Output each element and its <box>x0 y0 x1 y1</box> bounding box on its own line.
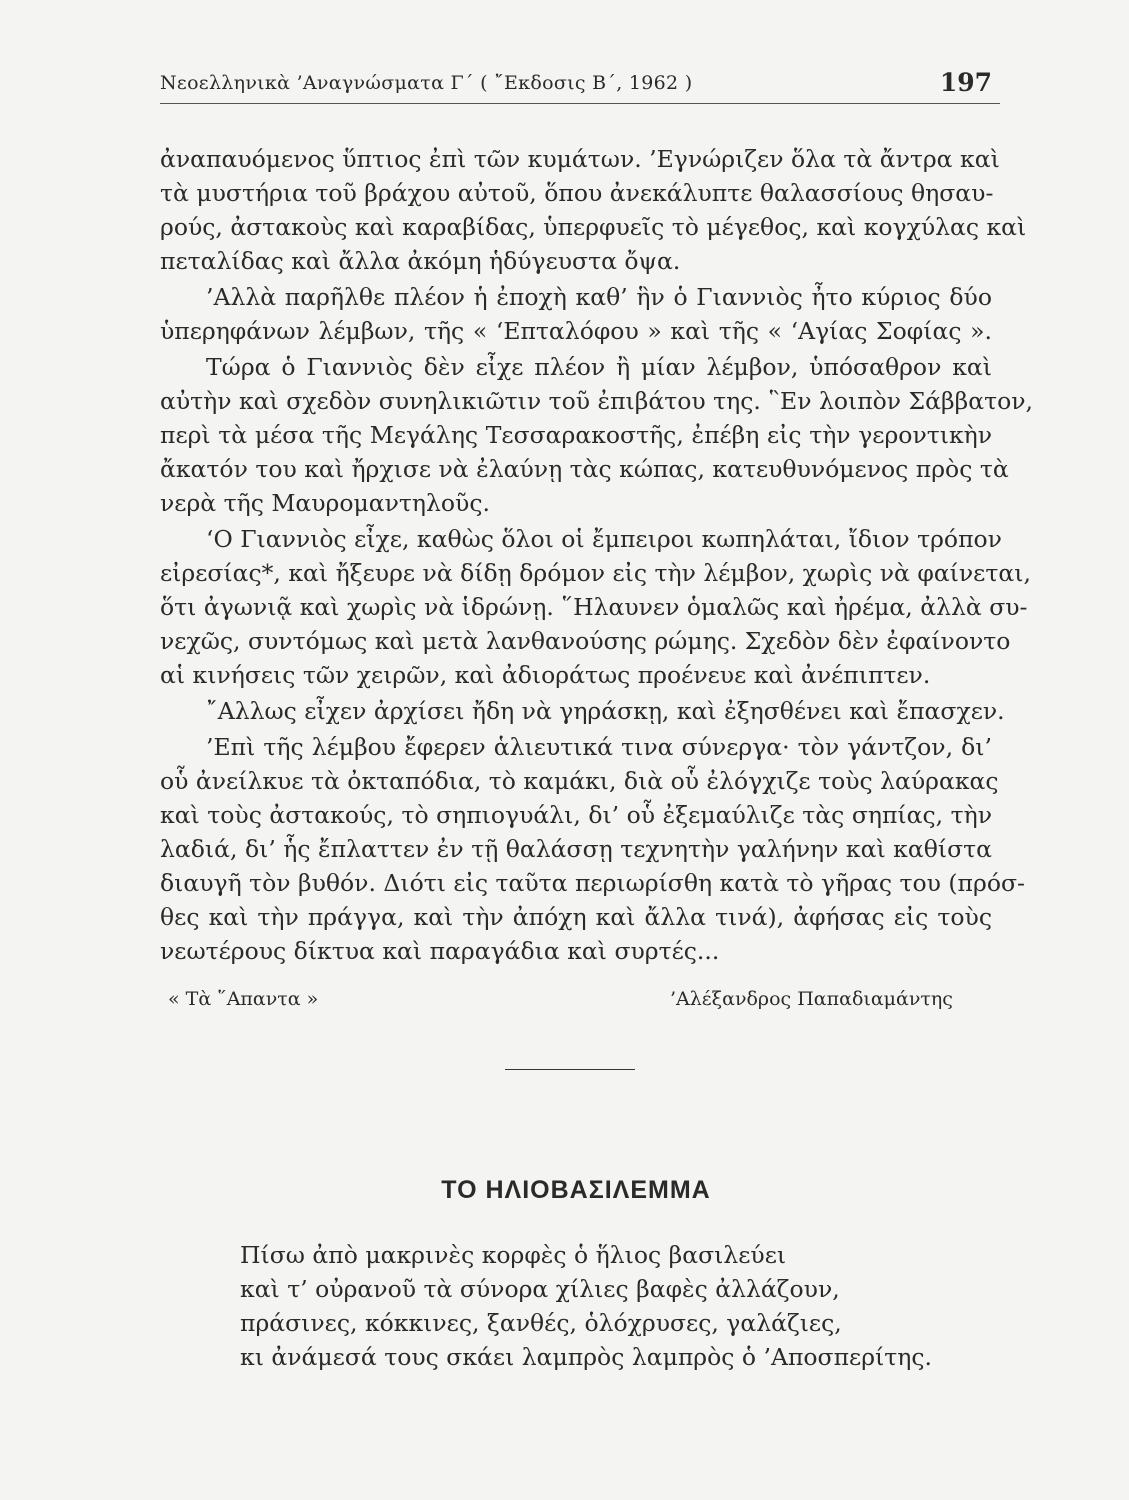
prose-line: αἱ κινήσεις τῶν χειρῶν, καὶ ἀδιοράτως προένευε καὶ ἀνέπιπτεν. <box>160 661 931 689</box>
prose-line: Τώρα ὁ Γιαννιὸς δὲν εἶχε πλέον ἢ μίαν λέμβον, ὑπόσαθρον καὶ <box>206 353 992 381</box>
prose-line: νερὰ τῆς Μαυρομαντηλοῦς. <box>160 489 490 517</box>
prose-line: καὶ τοὺς ἀστακούς, τὸ σηπιογυάλι, δι’ οὗ ἐξεμαύλιζε τὰς σηπίας, τὴν <box>160 801 992 829</box>
prose-line: θες καὶ τὴν πράγγα, καὶ τὴν ἀπόχη καὶ ἄλλα τινά), ἀφήσας εἰς τοὺς <box>160 903 992 931</box>
running-title: Νεοελληνικὰ ’Αναγνώσματα Γ΄ ( ῎Εκδοσις Β΄, 1962 ) <box>160 72 693 94</box>
prose-line: αὐτὴν καὶ σχεδὸν συνηλικιῶτιν τοῦ ἐπιβάτου της. ῝Εν λοιπὸν Σάββατον, <box>160 387 1033 415</box>
prose-line: ‘Ο Γιαννιὸς εἶχε, καθὼς ὅλοι οἱ ἔμπειροι κωπηλάται, ἴδιον τρόπον <box>206 525 1002 553</box>
prose-line: ὑπερηφάνων λέμβων, τῆς « ‘Επταλόφου » καὶ τῆς « ‘Αγίας Σοφίας ». <box>160 317 992 345</box>
prose-line: ’Αλλὰ παρῆλθε πλέον ἡ ἐποχὴ καθ’ ἣν ὁ Γιαννιὸς ἦτο κύριος δύο <box>206 283 992 311</box>
prose-line: νεωτέρους δίκτυα καὶ παραγάδια καὶ συρτές... <box>160 937 720 965</box>
running-header <box>160 68 1000 104</box>
prose-line: πεταλίδας καὶ ἄλλα ἀκόμη ἡδύγευστα ὄψα. <box>160 247 681 275</box>
prose-line: εἰρεσίας*, καὶ ἤξευρε νὰ δίδῃ δρόμον εἰς τὴν λέμβον, χωρὶς νὰ φαίνεται, <box>160 559 1031 587</box>
prose-line: ’Επὶ τῆς λέμβου ἔφερεν ἁλιευτικά τινα σύνεργα· τὸν γάντζον, δι’ <box>206 733 992 761</box>
source-work: « Τὰ ῞Απαντα » <box>168 988 319 1010</box>
poem-title: ΤΟ ΗΛΙΟΒΑΣΙΛΕΜΜΑ <box>441 1176 711 1204</box>
source-author: ’Αλέξανδρος Παπαδιαμάντης <box>670 988 953 1010</box>
poem-line: κι ἀνάμεσά τους σκάει λαμπρὸς λαμπρὸς ὁ ’Αποσπερίτης. <box>240 1343 932 1371</box>
prose-line: ὅτι ἀγωνιᾷ καὶ χωρὶς νὰ ἱδρώνῃ. ῞Ηλαυνεν ὁμαλῶς καὶ ἠρέμα, ἀλλὰ συ- <box>160 593 1028 621</box>
prose-line: ῎Αλλως εἶχεν ἀρχίσει ἤδη νὰ γηράσκῃ, καὶ ἐξησθένει καὶ ἔπασχεν. <box>206 697 1005 725</box>
poem-line: πράσινες, κόκκινες, ξανθές, ὁλόχρυσες, γαλάζιες, <box>240 1309 842 1337</box>
poem-line: Πίσω ἀπὸ μακρινὲς κορφὲς ὁ ἥλιος βασιλεύει <box>240 1241 787 1269</box>
page-number: 197 <box>939 68 992 97</box>
prose-line: τὰ μυστήρια τοῦ βράχου αὐτοῦ, ὅπου ἀνεκάλυπτε θαλασσίους θησαυ- <box>160 179 994 207</box>
prose-line: λαδιά, δι’ ἧς ἔπλαττεν ἐν τῇ θαλάσσῃ τεχνητὴν γαλήνην καὶ καθίστα <box>160 835 992 863</box>
prose-line: ἄκατόν του καὶ ἤρχισε νὰ ἐλαύνῃ τὰς κώπας, κατευθυνόμενος πρὸς τὰ <box>160 455 1009 483</box>
prose-line: οὗ ἀνείλκυε τὰ ὀκταπόδια, τὸ καμάκι, διὰ οὗ ἐλόγχιζε τοὺς λαύρακας <box>160 767 999 795</box>
prose-line: ρούς, ἀστακοὺς καὶ καραβίδας, ὑπερφυεῖς τὸ μέγεθος, καὶ κογχύλας καὶ <box>160 213 1027 241</box>
prose-line: ἀναπαυόμενος ὕπτιος ἐπὶ τῶν κυμάτων. ’Εγνώριζεν ὅλα τὰ ἄντρα καὶ <box>160 145 1000 173</box>
prose-line: περὶ τὰ μέσα τῆς Μεγάλης Τεσσαρακοστῆς, ἐπέβη εἰς τὴν γεροντικὴν <box>160 421 992 449</box>
poem-line: καὶ τ’ οὐρανοῦ τὰ σύνορα χίλιες βαφὲς ἀλλάζουν, <box>240 1275 840 1303</box>
section-divider <box>505 1069 635 1070</box>
prose-line: νεχῶς, συντόμως καὶ μετὰ λανθανούσης ρώμης. Σχεδὸν δὲν ἐφαίνοντο <box>160 627 1011 655</box>
header-rule <box>160 103 1000 104</box>
prose-line: διαυγῆ τὸν βυθόν. Διότι εἰς ταῦτα περιωρίσθη κατὰ τὸ γῆρας του (πρόσ- <box>160 869 1025 897</box>
